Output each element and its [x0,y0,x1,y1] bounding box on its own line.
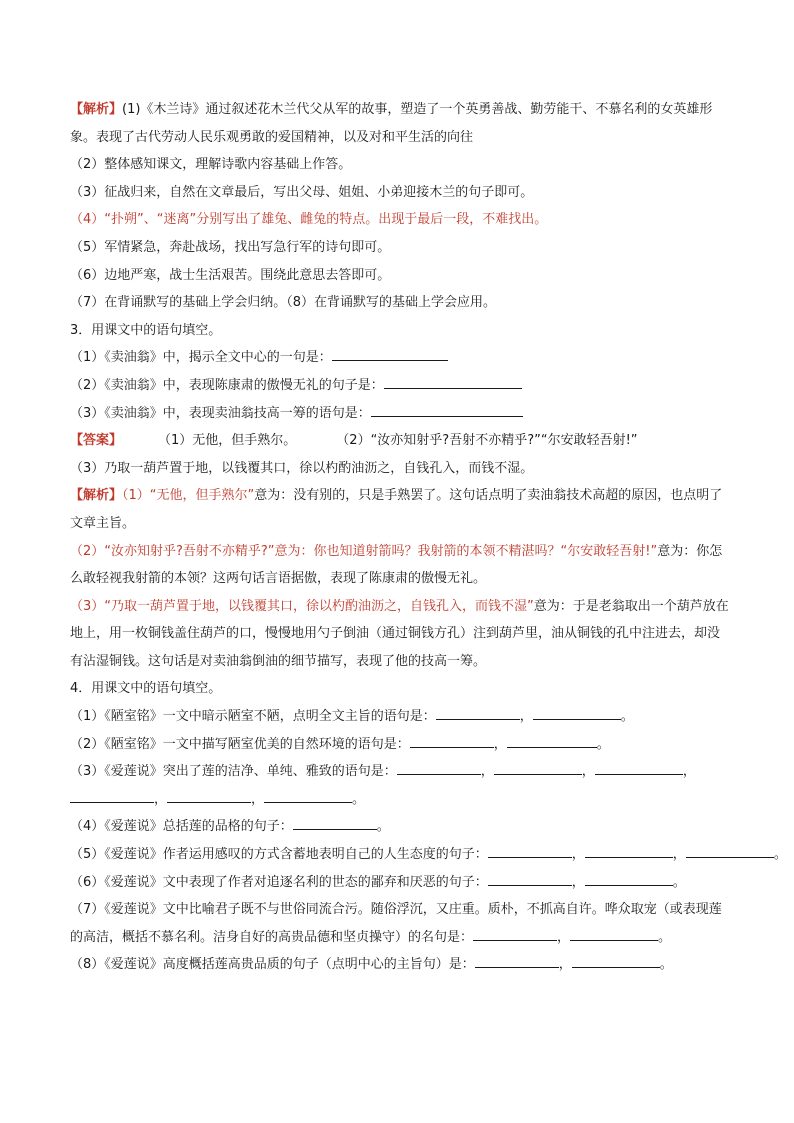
text-segment: 。 [620,709,634,725]
text-segment: 意为：你怎么敢轻视我射箭的本领？这两句话言语据傲，表现了陈康肃的傲慢无礼。 [70,543,723,587]
text-segment: ， [571,874,585,890]
text-segment: 。 [773,847,787,863]
text-line [70,813,730,841]
fill-in-blank [397,761,481,775]
text-line [70,951,730,979]
text-paragraph [70,896,730,951]
fill-in-blank [371,403,523,417]
text-line [70,731,730,759]
text-segment: (1)《木兰诗》通过叙述花木兰代父从军的故事，塑造了一个英勇善战、勤劳能干、不慕名利的女英雄形象。表现了古代劳动人民乐观勇敢的爱国精神，以及对和平生活的向往 [70,102,713,145]
section-tag: 【答案】 [70,433,123,449]
fill-in-blank [488,872,572,886]
text-segment: ， [571,847,585,863]
text-line [70,372,730,400]
text-segment: 4．用课文中的语句填空。 [70,681,222,697]
text-line [70,675,730,703]
text-line [70,179,730,207]
text-segment: （3）乃取一葫芦置于地，以钱覆其口，徐以杓酌油沥之，自钱孔入，而钱不湿。 [70,460,534,476]
fill-in-blank [167,789,251,803]
text-paragraph [70,482,730,537]
text-line [70,289,730,317]
text-segment: （5）《爱莲说》作者运用感叹的方式含蓄地表明自己的人生态度的句子： [70,847,488,863]
fill-in-blank [686,844,774,858]
text-segment: （4）“扑朔”、“迷离”分别写出了雄兔、雌兔的特点。出现于最后一段，不难找出。 [70,212,548,228]
text-segment: （7）在背诵默写的基础上学会归纳。（8）在背诵默写的基础上学会应用。 [70,295,497,311]
text-segment: （1）《陋室铭》一文中暗示陋室不陋，点明全文主旨的语句是： [70,709,436,725]
text-segment: ， [581,764,595,780]
text-segment: ， [480,764,494,780]
text-line [70,206,730,234]
fill-in-blank [585,872,673,886]
text-segment: 3．用课文中的语句填空。 [70,322,222,338]
text-segment: ， [557,929,571,945]
text-segment: ， [493,736,507,752]
text-segment: ， [251,791,265,807]
section-tag: 【解析】 [70,102,123,117]
text-segment: ， [682,764,696,780]
text-line [70,262,730,290]
text-line [70,455,730,483]
fill-in-blank [410,734,494,748]
fill-in-blank [595,761,683,775]
text-paragraph [70,593,730,676]
text-line [70,786,730,814]
text-segment: ， [672,847,686,863]
text-segment: 。 [596,736,610,752]
text-segment: （1）《卖油翁》中，揭示全文中心的一句是： [70,350,332,366]
text-line [70,151,730,179]
text-segment: （2）“汝亦知射乎?吾射不亦精乎?”“尔安敢轻吾射!” [336,433,638,449]
fill-in-blank [293,816,377,830]
fill-in-blank [507,734,597,748]
fill-in-blank [570,927,658,941]
text-segment: （6）边地严寒，战士生活艰苦。围绕此意思去答即可。 [70,267,391,283]
text-segment: （3）征战归来，自然在文章最后，写出父母、姐姐、小弟迎接木兰的句子即可。 [70,184,534,200]
text-segment: （3）《卖油翁》中，表现卖油翁技高一筹的语句是： [70,405,371,421]
section-tag: 【解析】 [70,488,123,504]
text-segment: （5）军情紧急，奔赴战场，找出写急行军的诗句即可。 [70,239,391,255]
fill-in-blank [488,844,572,858]
text-segment: （2）“汝亦知射乎?吾射不亦精乎?”意为：你也知道射箭吗？我射箭的本领不精湛吗？“尔安敢轻吾射!” [70,543,658,559]
text-segment: 。 [659,957,673,973]
text-segment: （6）《爱莲说》文中表现了作者对追逐名利的世态的鄙弃和厌恶的句子： [70,874,488,890]
text-line [70,869,730,897]
text-line [70,703,730,731]
text-segment: 意为：于是老翁取出一个葫芦放在地上，用一枚铜钱盖住葫芦的口，慢慢地用勺子倒油（通过铜钱方孔）注到葫芦里，油从铜钱的孔中注进去，却没有沾湿铜钱。这句话是对卖油翁倒油的细节描写，表现了他的技高一筹。 [70,598,729,669]
text-segment: ， [558,957,572,973]
fill-in-blank [533,706,621,720]
text-segment: （1）“无他，但手熟尔” [122,488,255,504]
text-line [70,841,787,869]
text-segment: 。 [376,819,390,835]
text-paragraph [70,538,730,593]
text-segment: （2）《陋室铭》一文中描写陋室优美的自然环境的语句是： [70,736,410,752]
text-segment: （3）《爱莲说》突出了莲的洁净、单纯、雅致的语句是： [70,764,397,780]
fill-in-blank [494,761,582,775]
fill-in-blank [384,375,522,389]
text-line [70,344,730,372]
fill-in-blank [70,789,154,803]
text-segment: （8）《爱莲说》高度概括莲高贵品质的句子（点明中心的主旨句）是： [70,957,475,973]
text-line [70,317,730,345]
text-segment: （7）《爱莲说》文中比喻君子既不与世俗同流合污。随俗浮沉，又庄重。质朴，不抓高自许。哗众取宠（或表现莲的高洁，概括不慕名利。洁身自好的高贵品德和坚贞操守）的名句是： [70,902,722,945]
fill-in-blank [436,706,520,720]
fill-in-blank [473,927,557,941]
fill-in-blank [585,844,673,858]
text-segment: （1）无他，但手熟尔。 [158,433,297,449]
text-segment: 。 [672,874,686,890]
text-segment: 。 [352,791,366,807]
fill-in-blank [264,789,352,803]
text-segment: ， [519,709,533,725]
fill-in-blank [332,347,448,361]
text-segment: （2）整体感知课文，理解诗歌内容基础上作答。 [70,157,352,173]
document-page [70,96,787,979]
text-segment: （3）“乃取一葫芦置于地，以钱覆其口，徐以杓酌油沥之，自钱孔入，而钱不湿” [70,598,534,614]
text-line [70,400,730,428]
fill-in-blank [572,954,660,968]
text-segment: （4）《爱莲说》总括莲的品格的句子： [70,819,293,835]
fill-in-blank [475,954,559,968]
text-line [70,758,730,786]
text-segment: 。 [658,929,672,945]
text-segment: 意为：没有别的，只是手熟罢了。这句话点明了卖油翁技术高超的原因，也点明了文章主旨。 [70,488,723,531]
text-line [70,234,730,262]
text-line [70,427,730,455]
text-segment: （2）《卖油翁》中，表现陈康肃的傲慢无礼的句子是： [70,377,384,393]
text-segment: ， [154,791,168,807]
text-paragraph [70,96,730,151]
